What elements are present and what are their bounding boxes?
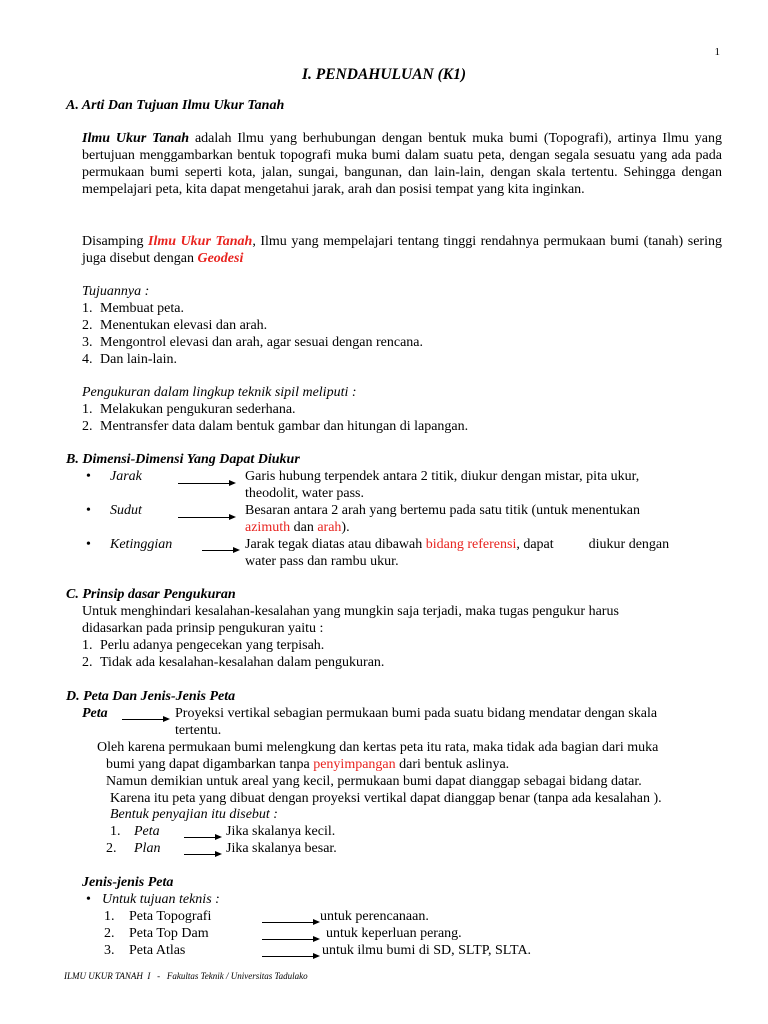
section-d-heading: D. Peta Dan Jenis-Jenis Peta bbox=[66, 689, 236, 704]
list-item bbox=[82, 317, 722, 334]
dimension-desc: Besaran antara 2 arah yang bertemu pada satu titik (untuk menentukan bbox=[245, 503, 640, 518]
item-number: 2. bbox=[104, 926, 115, 941]
paragraph-text: Disamping bbox=[82, 234, 148, 249]
scope-list bbox=[82, 401, 722, 435]
bullet-icon: • bbox=[86, 469, 91, 484]
item-text: Melakukan pengukuran sederhana. bbox=[100, 402, 296, 417]
item-text: Mentransfer data dalam bentuk gambar dan hitungan di lapangan. bbox=[100, 419, 469, 434]
map-type-term: Peta Atlas bbox=[129, 943, 186, 958]
arrow-right-icon bbox=[184, 837, 220, 838]
form-item bbox=[106, 840, 506, 857]
list-item bbox=[82, 401, 722, 418]
scope-label: Pengukuran dalam lingkup teknik sipil meliputi : bbox=[82, 385, 357, 400]
dimension-jarak bbox=[82, 468, 722, 485]
untuk-tujuan-item bbox=[82, 891, 382, 908]
term-azimuth: azimuth bbox=[245, 520, 291, 535]
paragraph-text: adalah Ilmu yang berhubungan dengan bentuk muka bumi (Topografi), artinya Ilmu yang bertujuan menggambarkan bentuk topografi muka bumi dalam suatu peta, dengan segala sesuatu yang ada pada permukaan bumi seperti kota, jalan, sungai, bangunan, dan lain-lain, dengan skala tertentu. Sehingga dengan mempelajari peta, kita dapat mengetahui jarak, arah dan posisi tempat yang kita inginkan. bbox=[82, 131, 723, 197]
item-number: 1. bbox=[82, 402, 93, 417]
list-item bbox=[82, 654, 722, 671]
form-term: Plan bbox=[134, 841, 161, 856]
map-type-desc: untuk ilmu bumi di SD, SLTP, SLTA. bbox=[322, 943, 532, 958]
text: bumi yang dapat digambarkan tanpa bbox=[106, 757, 314, 772]
map-type-desc: untuk keperluan perang. bbox=[326, 926, 462, 941]
peta-definition bbox=[82, 705, 722, 722]
form-desc: Jika skalanya kecil. bbox=[226, 824, 336, 839]
map-type-item bbox=[104, 908, 624, 925]
term-arah: arah bbox=[317, 520, 342, 535]
dimension-term: Jarak bbox=[110, 469, 142, 484]
arrow-right-icon bbox=[262, 956, 318, 957]
section-b-heading: B. Dimensi-Dimensi Yang Dapat Diukur bbox=[66, 452, 300, 467]
item-text: Menentukan elevasi dan arah. bbox=[100, 318, 268, 333]
item-number: 4. bbox=[82, 352, 93, 367]
item-number: 1. bbox=[82, 301, 93, 316]
section-a-paragraph-1 bbox=[82, 130, 722, 198]
list-item bbox=[82, 637, 722, 654]
item-text: Perlu adanya pengecekan yang terpisah. bbox=[100, 638, 325, 653]
untuk-label: Untuk tujuan teknis : bbox=[102, 892, 220, 907]
arrow-right-icon bbox=[262, 922, 318, 923]
text: dan bbox=[290, 520, 318, 535]
peta-desc-cont: tertentu. bbox=[175, 723, 222, 738]
list-item bbox=[82, 351, 722, 368]
term-ilmu-ukur-tanah-red: Ilmu Ukur Tanah bbox=[148, 234, 253, 249]
section-a-heading: A. Arti Dan Tujuan Ilmu Ukur Tanah bbox=[66, 98, 285, 113]
dimension-desc bbox=[245, 536, 722, 553]
term-geodesi: Geodesi bbox=[197, 251, 244, 266]
bullet-icon: • bbox=[86, 503, 91, 518]
text: , dapat diukur dengan bbox=[516, 537, 670, 552]
item-text: Membuat peta. bbox=[100, 301, 184, 316]
page-number: 1 bbox=[714, 46, 720, 58]
principle-list bbox=[82, 637, 722, 671]
goals-label: Tujuannya : bbox=[82, 284, 150, 299]
dimension-sudut bbox=[82, 502, 722, 519]
map-type-term: Peta Topografi bbox=[129, 909, 212, 924]
item-number: 1. bbox=[104, 909, 115, 924]
text: dari bentuk aslinya. bbox=[395, 757, 510, 772]
arrow-right-icon bbox=[122, 719, 168, 720]
arrow-right-icon bbox=[202, 550, 238, 551]
oleh-line-1: Oleh karena permukaan bumi melengkung dan kertas peta itu rata, maka tidak ada bagian dari muka bbox=[97, 740, 659, 755]
item-number: 1. bbox=[110, 824, 121, 839]
item-number: 3. bbox=[104, 943, 115, 958]
item-number: 1. bbox=[82, 638, 93, 653]
namun-line: Namun demikian untuk areal yang kecil, permukaan bumi dapat dianggap sebagai bidang datar. bbox=[106, 774, 642, 789]
arrow-right-icon bbox=[262, 939, 318, 940]
arrow-right-icon bbox=[184, 854, 220, 855]
dimension-desc-cont: theodolit, water pass. bbox=[245, 486, 364, 501]
form-item bbox=[110, 823, 510, 840]
form-term: Peta bbox=[134, 824, 160, 839]
bullet-icon: • bbox=[86, 537, 91, 552]
section-a-paragraph-2 bbox=[82, 233, 722, 267]
goals-list bbox=[82, 300, 722, 368]
map-type-desc: untuk perencanaan. bbox=[320, 909, 429, 924]
dimension-term: Sudut bbox=[110, 503, 142, 518]
term-penyimpangan: penyimpangan bbox=[313, 757, 396, 772]
term-bidang-referensi: bidang referensi bbox=[425, 537, 517, 552]
map-type-item bbox=[104, 942, 624, 959]
map-type-item bbox=[104, 925, 624, 942]
text: Jarak tegak diatas atau dibawah bbox=[245, 537, 426, 552]
paragraph-text: , Ilmu yang mempelajari tentang tinggi rendahnya permukaan bumi (tanah) sering juga disebut dengan bbox=[82, 234, 722, 266]
bullet-icon: • bbox=[86, 892, 91, 907]
list-item bbox=[82, 300, 722, 317]
item-number: 3. bbox=[82, 335, 93, 350]
oleh-line-2 bbox=[106, 756, 509, 773]
arrow-right-icon bbox=[178, 517, 234, 518]
karena-line: Karena itu peta yang dibuat dengan proyeksi vertikal dapat dianggap benar (tanpa ada kesalahan ). bbox=[110, 791, 662, 806]
jenis-peta-heading: Jenis-jenis Peta bbox=[82, 875, 174, 890]
item-text: Mengontrol elevasi dan arah, agar sesuai dengan rencana. bbox=[100, 335, 424, 350]
section-c-line-2: didasarkan pada prinsip pengukuran yaitu : bbox=[82, 621, 324, 636]
dimension-desc: Garis hubung terpendek antara 2 titik, diukur dengan mistar, pita ukur, bbox=[245, 469, 640, 484]
item-number: 2. bbox=[82, 318, 93, 333]
dimension-desc-cont bbox=[245, 519, 350, 536]
page-footer: ILMU UKUR TANAH I - Fakultas Teknik / Universitas Tadulako bbox=[64, 971, 308, 981]
item-number: 2. bbox=[82, 419, 93, 434]
page-title: I. PENDAHULUAN (K1) bbox=[301, 66, 467, 83]
item-text: Tidak ada kesalahan-kesalahan dalam pengukuran. bbox=[100, 655, 385, 670]
term-peta: Peta bbox=[82, 706, 108, 721]
dimension-ketinggian bbox=[82, 536, 722, 553]
map-type-term: Peta Top Dam bbox=[129, 926, 209, 941]
arrow-right-icon bbox=[178, 483, 234, 484]
list-item bbox=[82, 418, 722, 435]
item-number: 2. bbox=[106, 841, 117, 856]
item-text: Dan lain-lain. bbox=[100, 352, 177, 367]
dimension-desc-cont: water pass dan rambu ukur. bbox=[245, 554, 399, 569]
list-item bbox=[82, 334, 722, 351]
dimension-term: Ketinggian bbox=[110, 537, 173, 552]
bentuk-label: Bentuk penyajian itu disebut : bbox=[110, 807, 278, 822]
form-desc: Jika skalanya besar. bbox=[226, 841, 337, 856]
term-ilmu-ukur-tanah: Ilmu Ukur Tanah bbox=[82, 131, 190, 146]
text: ). bbox=[341, 520, 350, 535]
section-c-line-1: Untuk menghindari kesalahan-kesalahan yang mungkin saja terjadi, maka tugas pengukur harus bbox=[82, 604, 619, 619]
peta-desc: Proyeksi vertikal sebagian permukaan bumi pada suatu bidang mendatar dengan skala bbox=[175, 706, 658, 721]
item-number: 2. bbox=[82, 655, 93, 670]
section-c-heading: C. Prinsip dasar Pengukuran bbox=[66, 587, 236, 602]
